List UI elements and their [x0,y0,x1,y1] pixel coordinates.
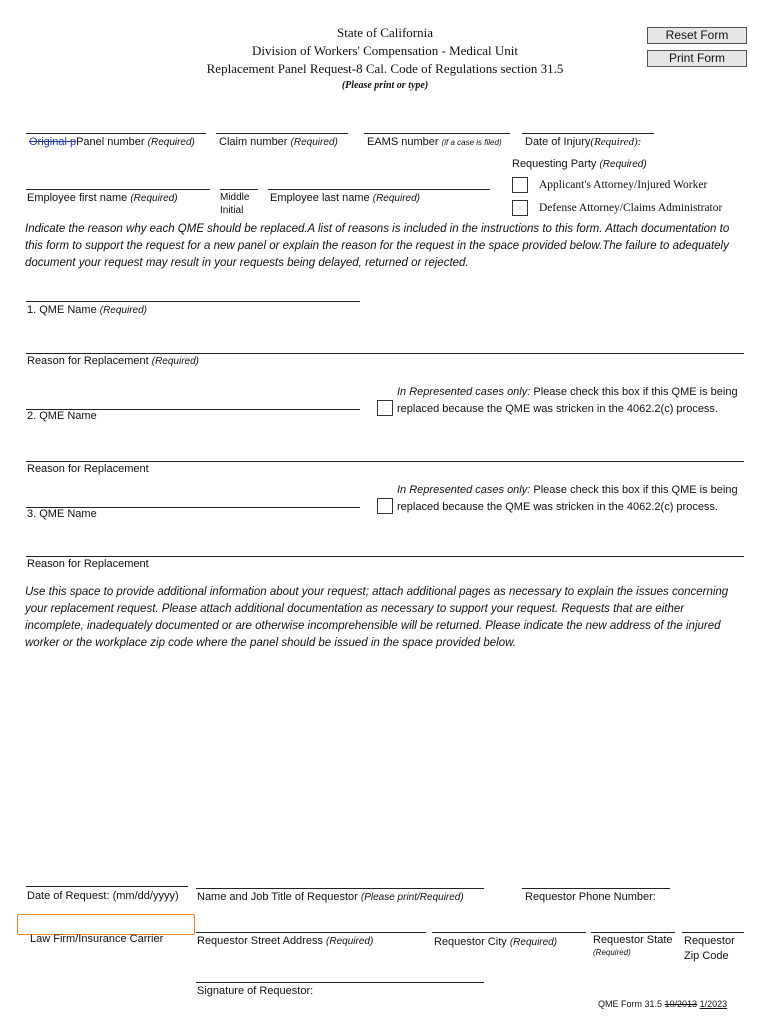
name-title-label: Name and Job Title of Requestor (Please print/Required) [197,891,464,903]
instructions-text: Indicate the reason why each QME should be replaced.A list of reasons is included in the instructions to this form. Attach documentation to this form to support the request for a new panel or explain the reason for the request in the space provided below.The failure to adequately document your request may result in your requests being delayed, returned or rejected. [25,223,730,269]
zip-code-field[interactable] [682,932,744,933]
applicant-attorney-label: Applicant's Attorney/Injured Worker [539,179,708,191]
qme-1-name-label: 1. QME Name (Required) [27,304,147,316]
qme-3-stricken-note: In Represented cases only: Please check this box if this QME is being replaced because the QME was stricken in the 4062.2(c) process. [397,484,738,513]
middle-initial-field[interactable] [220,189,258,190]
struck-text: Original p [29,136,77,148]
signature-field[interactable] [196,982,484,983]
defense-attorney-label: Defense Attorney/Claims Administrator [539,202,723,214]
applicant-attorney-checkbox[interactable] [512,177,528,193]
qme-3-name-label: 3. QME Name [27,508,97,520]
panel-number-field[interactable] [26,133,206,134]
claim-number-field[interactable] [216,133,348,134]
qme-2-name-label: 2. QME Name [27,410,97,422]
header-note: (Please print or type) [341,80,429,91]
zip-code-label: Requestor Zip Code [684,935,735,962]
employee-last-name-field[interactable] [268,189,490,190]
requesting-party-label: Requesting Party (Required) [512,158,647,170]
qme-3-stricken-checkbox[interactable] [377,498,393,514]
employee-first-name-field[interactable] [26,189,210,190]
street-address-field[interactable] [196,932,426,933]
phone-number-label: Requestor Phone Number: [525,891,656,903]
qme-2-stricken-checkbox[interactable] [377,400,393,416]
defense-attorney-checkbox[interactable] [512,200,528,216]
name-title-field[interactable] [196,888,484,889]
state-label: Requestor State (Required) [593,934,673,957]
reason-2-field[interactable] [26,461,744,462]
date-of-injury-label: Date of Injury(Required): [525,136,642,148]
header-title: Replacement Panel Request-8 Cal. Code of Regulations section 31.5 [206,61,564,76]
date-of-request-label: Date of Request: (mm/dd/yyyy) [27,890,179,902]
law-firm-field[interactable] [17,914,195,935]
signature-label: Signature of Requestor: [197,985,314,997]
date-of-request-field[interactable] [26,886,188,887]
additional-info-area[interactable] [25,656,745,876]
state-field[interactable] [591,932,675,933]
additional-info-text: Use this space to provide additional information about your request; attach additional pages as necessary to explain the issues concerning your replacement request. Please attach additional documentation as necessary to support your request. Requests that are either incomplete, inadequately documented or are otherwise incomprehensible will be returned. Please indicate the new address of the injured worker or the workplace zip code where the panel should be issued in the space provided below. [25,586,729,649]
reason-2-label: Reason for Replacement [27,463,149,475]
reason-3-label: Reason for Replacement [27,558,149,570]
reason-3-field[interactable] [26,556,744,557]
qme-1-name-field[interactable] [26,301,360,302]
law-firm-label: Law Firm/Insurance Carrier [30,933,164,945]
eams-number-field[interactable] [364,133,510,134]
reason-1-label: Reason for Replacement (Required) [27,355,199,367]
middle-initial-label: Middle Initial [220,192,250,216]
city-field[interactable] [432,932,586,933]
employee-last-name-label: Employee last name (Required) [270,192,420,204]
panel-number-label: Original pPanel number (Required) [29,136,195,148]
employee-first-name-label: Employee first name (Required) [27,192,178,204]
qme-2-stricken-note: In Represented cases only: Please check this box if this QME is being replaced because the QME was stricken in the 4062.2(c) process. [397,386,738,415]
city-label: Requestor City (Required) [434,936,558,948]
eams-number-label: EAMS number (if a case is filed) [367,136,502,148]
date-of-injury-field[interactable] [522,133,654,134]
print-form-button[interactable]: Print Form [647,50,747,67]
reason-1-field[interactable] [26,353,744,354]
reset-form-button[interactable]: Reset Form [647,27,747,44]
phone-number-field[interactable] [522,888,670,889]
street-address-label: Requestor Street Address (Required) [197,935,374,947]
header-division: Division of Workers' Compensation - Medical Unit [251,43,519,58]
header-state: State of California [336,25,434,40]
claim-number-label: Claim number (Required) [219,136,338,148]
form-id: QME Form 31.5 10/2013 1/2023 [598,999,728,1009]
